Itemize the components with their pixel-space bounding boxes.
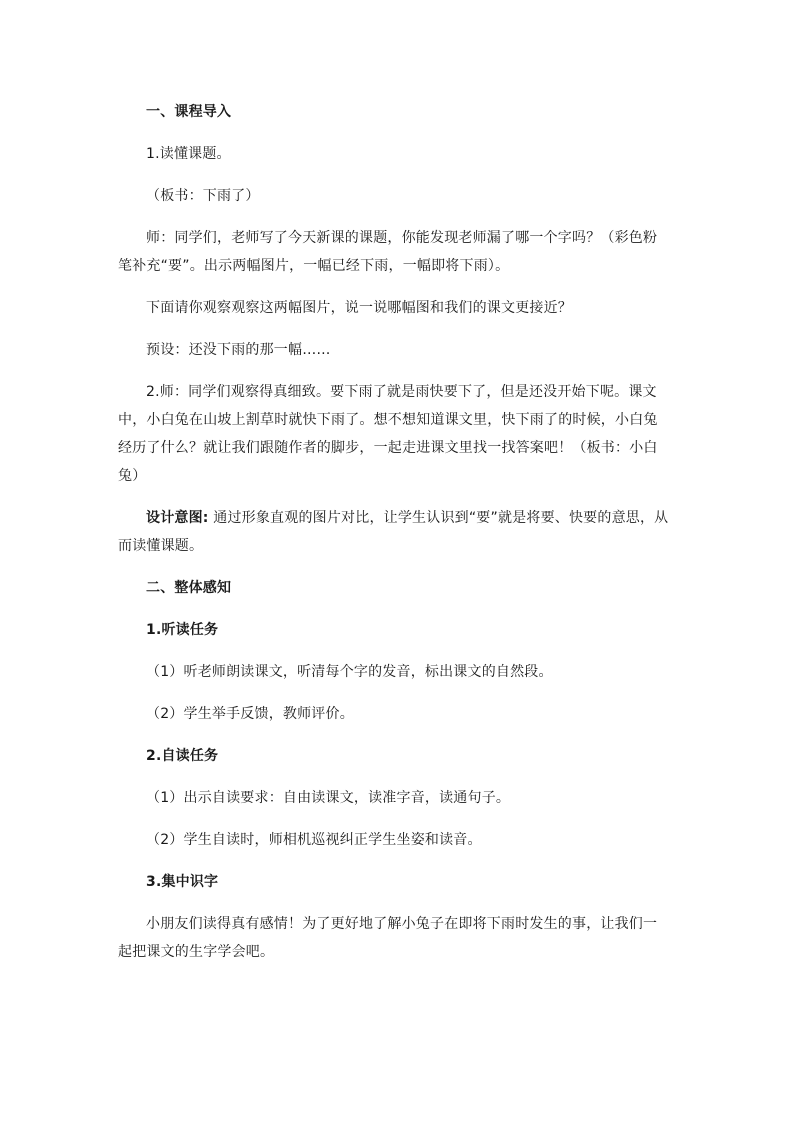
document-body [118,98,670,980]
task-character-learning-text: 小朋友们读得真有感情！为了更好地了解小兔子在即将下雨时发生的事，让我们一起把课文的生字学会吧。 [118,916,658,960]
board-note-1: （板书：下雨了） [146,188,260,204]
design-intent-text: 通过形象直观的图片对比，让学生认识到“要”就是将要、快要的意思，从而读懂课题。 [118,510,669,554]
question-paragraph: 下面请你观察观察这两幅图片，说一说哪幅图和我们的课文更接近？ [146,300,572,316]
task-listening-step-2: （2）学生举手反馈，教师评价。 [146,706,354,722]
task-heading-listening: 1.听读任务 [146,622,219,638]
preset-answer: 预设：还没下雨的那一幅…… [146,342,331,358]
design-intent-paragraph [118,504,670,560]
section-heading-course-intro: 一、课程导入 [146,104,232,120]
item-read-title: 1.读懂课题。 [146,146,231,162]
task-heading-self-reading: 2.自读任务 [146,748,219,764]
design-intent-label: 设计意图: [146,510,209,526]
teacher-paragraph-1: 师：同学们，老师写了今天新课的课题，你能发现老师漏了哪一个字吗？（彩色粉笔补充“要”。出示两幅图片，一幅已经下雨，一幅即将下雨）。 [118,230,658,274]
task-self-reading-step-1: （1）出示自读要求：自由读课文，读准字音，读通句子。 [146,790,511,806]
teacher-paragraph-2: 2.师：同学们观察得真细致。要下雨了就是雨快要下了，但是还没开始下呢。课文中，小白兔在山坡上割草时就快下雨了。想不想知道课文里，快下雨了的时候，小白兔经历了什么？就让我们跟随作者的脚步，一起走进课文里找一找答案吧！（板书：小白兔） [118,384,658,484]
task-listening-step-1: （1）听老师朗读课文，听清每个字的发音，标出课文的自然段。 [146,664,553,680]
task-heading-character-learning: 3.集中识字 [146,874,219,890]
task-self-reading-step-2: （2）学生自读时，师相机巡视纠正学生坐姿和读音。 [146,832,482,848]
section-heading-overall: 二、整体感知 [146,580,232,596]
